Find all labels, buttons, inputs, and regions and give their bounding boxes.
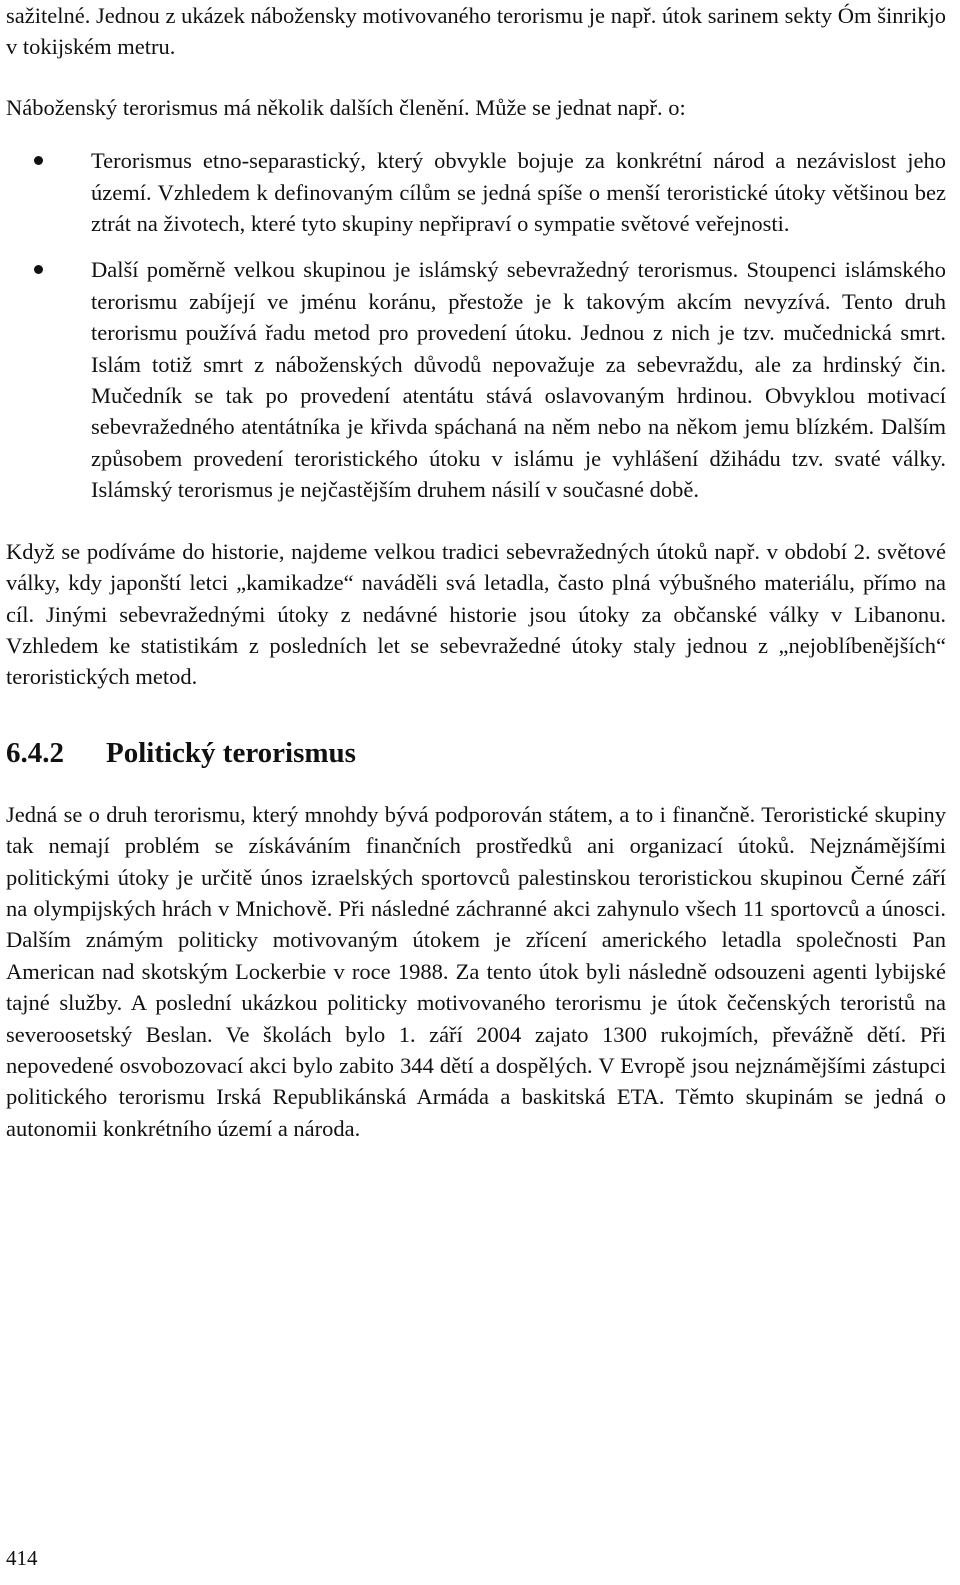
bullet-list — [6, 145, 946, 505]
section-title: Politický terorismus — [106, 736, 356, 769]
list-item-text: Terorismus etno-separastický, který obvykle bojuje za konkrétní národ a nezávislost jeho území. Vzhledem k definovaným cílům se jedná spíše o menší teroristické útoky většinou bez ztrát na životech, které tyto skupiny nepřipraví o sympatie světové veřejnosti. — [91, 148, 946, 237]
bullet-icon — [34, 156, 43, 165]
page-number: 414 — [6, 1546, 38, 1570]
section-number: 6.4.2 — [6, 736, 64, 769]
section-heading — [6, 733, 946, 773]
document-page — [6, 0, 946, 1144]
paragraph-continuation: sažitelné. Jednou z ukázek nábožensky motivovaného terorismu je např. útok sarinem sekty Óm šinrikjo v tokijském metru. — [6, 3, 946, 60]
list-item — [6, 145, 946, 239]
list-item — [6, 254, 946, 505]
bullet-icon — [34, 265, 43, 274]
paragraph-intro: Náboženský terorismus má několik dalších členění. Může se jednat např. o: — [6, 94, 686, 120]
paragraph-political-terrorism: Jedná se o druh terorismu, který mnohdy bývá podporován státem, a to i finančně. Teroristické skupiny tak nemají problém se získáváním finančních prostředků ani organizací útoků. Nejznámějšími politickými útoky je určitě únos izraelských sportovců palestinskou teroristickou skupinou Černé září na olympijských hrách v Mnichově. Při následné záchranné akci zahynulo všech 11 sportovců a únosci. Dalším známým politicky motivovaným útokem je zřícení amerického letadla společnosti Pan American nad skotským Lockerbie v roce 1988. Za tento útok byli následně odsouzeni agenti lybijské tajné služby. A poslední ukázkou politicky motivovaného terorismu je útok čečenských teroristů na severoosetský Beslan. Ve školách bylo 1. září 2004 zajato 1300 rukojmích, převážně dětí. Při nepovedené osvobozovací akci bylo zabito 344 dětí a dospělých. V Evropě jsou nejznámějšími zástupci politického terorismu Irská Republikánská Armáda a baskitská ETA. Těmto skupinám se jedná o autonomii konkrétního území a národa. — [6, 801, 946, 1141]
list-item-text: Další poměrně velkou skupinou je islámský sebevražedný terorismus. Stoupenci islámského terorismu zabíjejí ve jménu koránu, přestože je k takovým akcím nevyzívá. Tento druh terorismu používá řadu metod pro provedení útoku. Jednou z nich je tzv. mučednická smrt. Islám totiž smrt z náboženských důvodů nepovažuje za sebevraždu, ale za hrdinský čin. Mučedník se tak po provedení atentátu stává oslavovaným hrdinou. Obvyklou motivací sebevražedného atentátníka je křivda spáchaná na něm nebo na někom jemu blízkém. Dalším způsobem provedení teroristického útoku v islámu je vyhlášení džihádu tzv. svaté války. Islámský terorismus je nejčastějším druhem násilí v současné době. — [91, 257, 946, 503]
paragraph-history: Když se podíváme do historie, najdeme velkou tradici sebevražedných útoků např. v období 2. světové války, kdy japonští letci „kamikadze“ naváděli svá letadla, často plná výbušného materiálu, přímo na cíl. Jinými sebevražednými útoky z nedávné historie jsou útoky za občanské války v Libanonu. Vzhledem ke statistikám z posledních let se sebevražedné útoky staly jednou z „nejoblíbenějších“ teroristických metod. — [6, 538, 946, 690]
